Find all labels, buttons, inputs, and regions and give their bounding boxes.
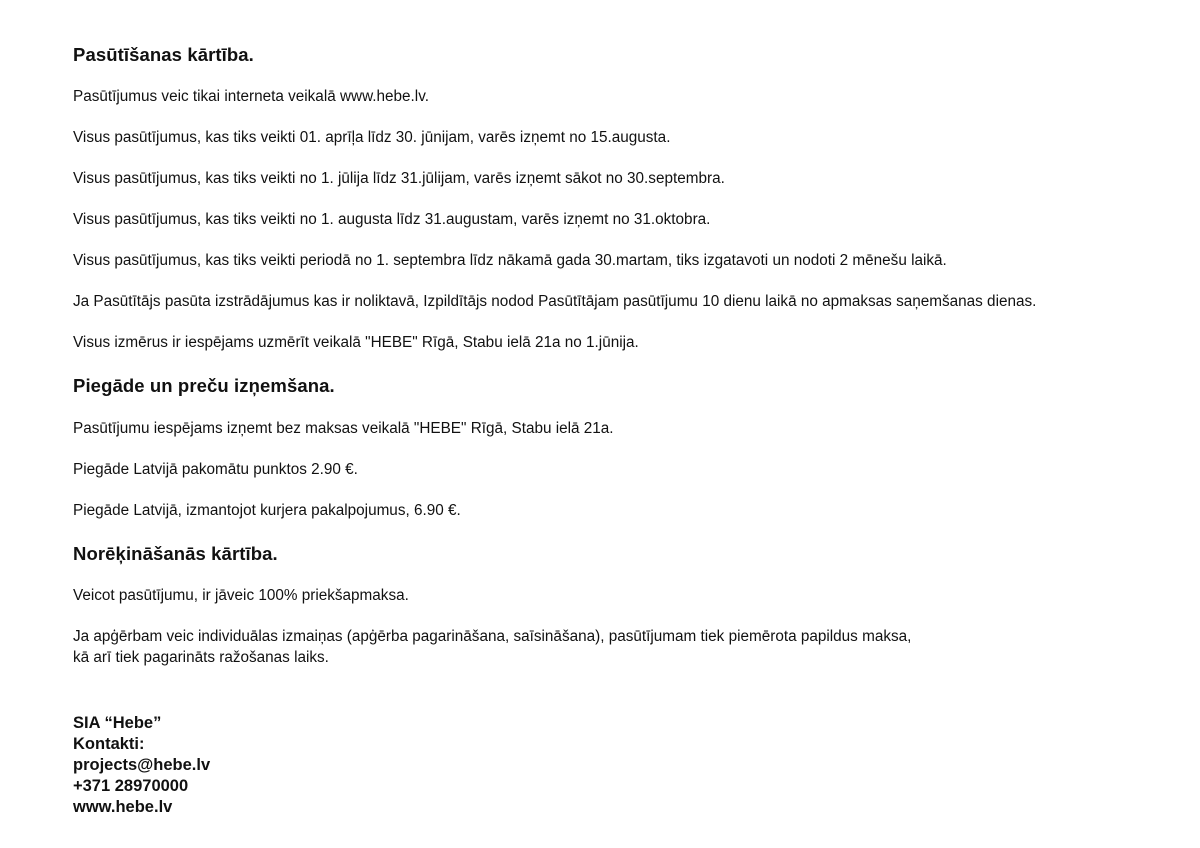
ordering-paragraph: Visus pasūtījumus, kas tiks veikti 01. aprīļa līdz 30. jūnijam, varēs izņemt no 15.augusta. [73,129,671,146]
ordering-paragraph: Visus izmērus ir iespējams uzmērīt veikalā "HEBE" Rīgā, Stabu ielā 21a no 1.jūnija. [73,334,639,351]
delivery-paragraph: Piegāde Latvijā, izmantojot kurjera pakalpojumus, 6.90 €. [73,502,461,519]
ordering-paragraph: Pasūtījumus veic tikai interneta veikalā www.hebe.lv. [73,88,429,105]
delivery-paragraph: Pasūtījumu iespējams izņemt bez maksas veikalā "HEBE" Rīgā, Stabu ielā 21a. [73,420,614,437]
ordering-paragraph: Ja Pasūtītājs pasūta izstrādājumus kas ir noliktavā, Izpildītājs nodod Pasūtītājam pasūtījumu 10 dienu laikā no apmaksas saņemšanas dienas. [73,293,1037,310]
contact-email: projects@hebe.lv [73,756,211,774]
company-name: SIA “Hebe” [73,714,162,732]
payment-paragraph: Veicot pasūtījumu, ir jāveic 100% priekšapmaksa. [73,587,409,604]
payment-paragraph-line: Ja apģērbam veic individuālas izmaiņas (apģērba pagarināšana, saīsināšana), pasūtījumam tiek piemērota papildus maksa, [73,628,912,645]
payment-heading: Norēķināšanās kārtība. [73,543,278,564]
contacts-block [73,713,210,818]
ordering-paragraph: Visus pasūtījumus, kas tiks veikti no 1. augusta līdz 31.augustam, varēs izņemt no 31.oktobra. [73,211,711,228]
ordering-heading: Pasūtīšanas kārtība. [73,44,254,65]
delivery-heading: Piegāde un preču izņemšana. [73,375,335,396]
ordering-paragraph: Visus pasūtījumus, kas tiks veikti no 1. jūlija līdz 31.jūlijam, varēs izņemt sākot no 30.septembra. [73,170,725,187]
payment-paragraph-line: kā arī tiek pagarināts ražošanas laiks. [73,649,329,666]
contacts-label: Kontakti: [73,735,145,753]
delivery-paragraph: Piegāde Latvijā pakomātu punktos 2.90 €. [73,461,358,478]
contact-website: www.hebe.lv [73,798,173,816]
ordering-paragraph: Visus pasūtījumus, kas tiks veikti periodā no 1. septembra līdz nākamā gada 30.martam, tiks izgatavoti un nodoti 2 mēnešu laikā. [73,252,947,269]
contact-phone: +371 28970000 [73,777,189,795]
